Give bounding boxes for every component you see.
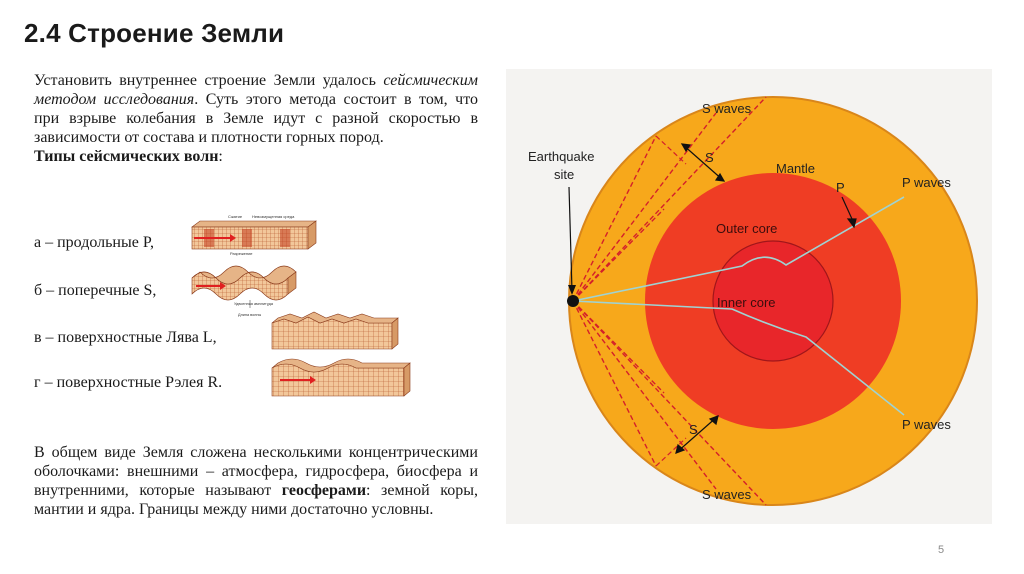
rayleigh-wave-figure: [268, 356, 414, 402]
love-wave-figure: [268, 311, 400, 353]
wave-types-title: Типы сейсмических волн: [34, 148, 219, 165]
label-site: site: [554, 167, 575, 182]
label-s-waves-bottom: S waves: [702, 487, 752, 502]
slide-title: 2.4 Строение Земли: [24, 18, 285, 48]
wave-type-d: г – поверхностные Рэлея R.: [34, 374, 223, 391]
label-earthquake: Earthquake: [528, 149, 595, 164]
p-figure-label-undisturbed: Невозмущенная среда: [252, 214, 295, 219]
intro-text-3: . Суть этого метода состоит в том, что при взрыве колебания в Земле идут с разной скоростью в зависимости от состава и плотности горных пород.: [34, 91, 478, 146]
wave-type-b: б – поперечные S,: [34, 282, 157, 299]
outro-geospheres-bold: геосферами: [281, 482, 367, 499]
label-p-waves-top: P waves: [902, 175, 951, 190]
p-figure-label-compression: Сжатие: [228, 214, 243, 219]
label-mantle: Mantle: [776, 161, 816, 176]
earth-structure-diagram: [506, 69, 992, 524]
p-wave-figure: [190, 213, 320, 257]
wave-type-a: а – продольные P,: [34, 234, 154, 251]
wave-type-c: в – поверхностные Лява L,: [34, 329, 217, 346]
page-number: 5: [938, 544, 945, 556]
label-s-bottom: S: [689, 422, 698, 437]
outro-text-1: В общем виде Земля сложена несколькими концентрическими оболочками: внешними – атмосфера, гидросфера, биосфера и внутренними, которые называют: [34, 444, 478, 499]
label-outer-core: Outer core: [716, 221, 778, 236]
intro-text-1: Установить внутреннее строение Земли удалось: [34, 72, 384, 89]
label-s-top: S: [705, 150, 714, 165]
intro-paragraph: [34, 71, 478, 166]
label-s-waves-top: S waves: [702, 101, 752, 116]
earthquake-site-dot: [567, 295, 579, 307]
s-wave-figure: [190, 264, 310, 318]
p-figure-label-rarefaction: Разрежение: [230, 251, 253, 256]
s-figure-label-amplitude: Удвоенная амплитуда: [234, 302, 273, 306]
label-p: P: [836, 180, 845, 195]
intro-method-italic: сейсмическим методом исследования: [34, 72, 478, 108]
label-inner-core: Inner core: [717, 295, 776, 310]
label-p-waves-bottom: P waves: [902, 417, 951, 432]
earth-structure-svg: [506, 69, 992, 524]
s-figure-label-wavelength: Длина волны: [238, 313, 262, 317]
outro-text-3: : земной коры, мантии и ядра. Границы между ними достаточно условны.: [34, 482, 479, 518]
wave-types-title-suffix: :: [218, 148, 223, 165]
outro-paragraph: [34, 443, 478, 519]
